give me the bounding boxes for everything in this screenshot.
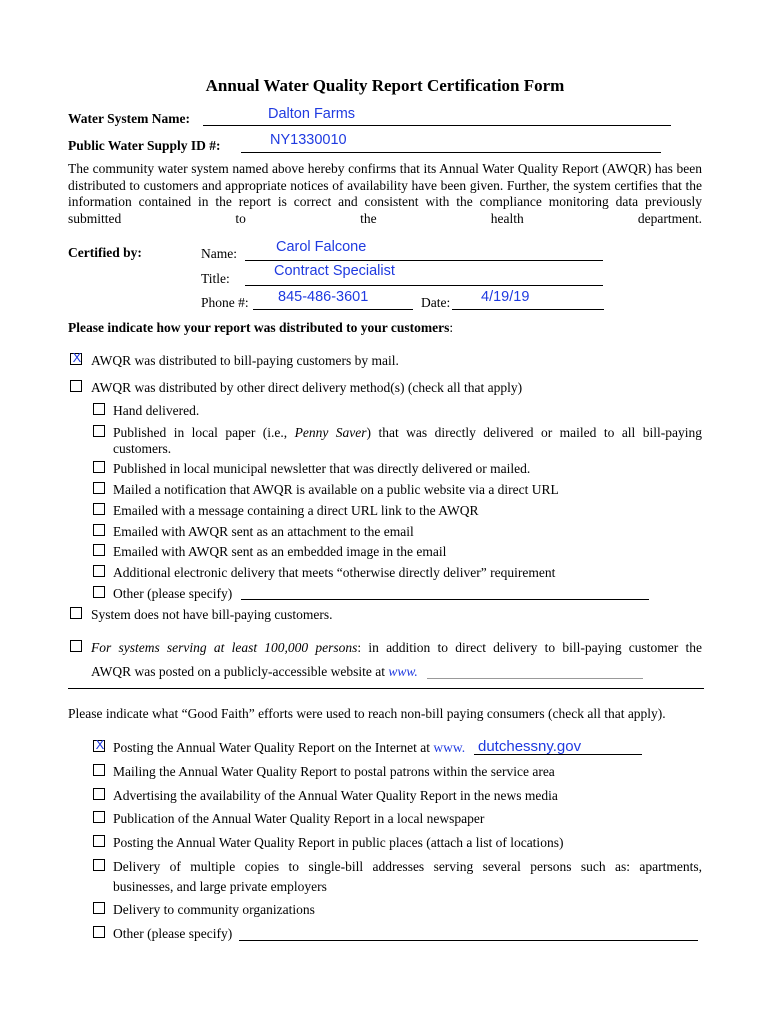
internet-checkbox[interactable] xyxy=(93,737,105,752)
phone-field[interactable]: 845-486-3601 xyxy=(278,289,369,305)
title-field[interactable]: Contract Specialist xyxy=(274,263,395,279)
newsletter-label: Published in local municipal newsletter that was directly delivered or mailed. xyxy=(113,461,531,476)
newspaper-label: Publication of the Annual Water Quality Report in a local newspaper xyxy=(113,811,485,826)
name-underline xyxy=(245,260,603,261)
pws-id-field[interactable]: NY1330010 xyxy=(270,132,347,148)
newspaper-checkbox[interactable] xyxy=(93,811,105,823)
mail-option-label: AWQR was distributed to bill-paying customers by mail. xyxy=(91,353,399,368)
water-system-field[interactable]: Dalton Farms xyxy=(268,106,356,122)
date-label: Date: xyxy=(421,295,451,310)
other-specify-field[interactable] xyxy=(241,599,649,600)
name-field[interactable]: Carol Falcone xyxy=(276,239,367,255)
electronic-delivery-checkbox[interactable] xyxy=(93,565,105,577)
good-faith-other-checkbox[interactable] xyxy=(93,926,105,938)
multiple-copies-label-cont: businesses, and large private employers xyxy=(113,879,327,894)
no-billpaying-label: System does not have bill-paying customers. xyxy=(91,607,333,622)
pws-id-underline xyxy=(241,152,661,153)
community-orgs-checkbox[interactable] xyxy=(93,902,105,914)
water-system-label: Water System Name: xyxy=(68,111,190,126)
mailing-label: Mailing the Annual Water Quality Report to postal patrons within the service area xyxy=(113,764,555,779)
public-places-checkbox[interactable] xyxy=(93,835,105,847)
large-system-checkbox[interactable] xyxy=(70,640,82,652)
multiple-copies-checkbox[interactable] xyxy=(93,859,105,871)
advertising-checkbox[interactable] xyxy=(93,788,105,800)
email-attachment-checkbox[interactable] xyxy=(93,524,105,536)
phone-label: Phone #: xyxy=(201,295,249,310)
internet-label: Posting the Annual Water Quality Report on the Internet at www. xyxy=(113,740,466,755)
email-link-label: Emailed with a message containing a direct URL link to the AWQR xyxy=(113,503,479,518)
hand-delivered-label: Hand delivered. xyxy=(113,403,200,418)
advertising-label: Advertising the availability of the Annual Water Quality Report in the news media xyxy=(113,788,558,803)
multiple-copies-label: Delivery of multiple copies to single-bill addresses serving several persons such as: apartments, xyxy=(113,859,702,874)
pws-id-label: Public Water Supply ID #: xyxy=(68,138,221,153)
other-delivery-label: AWQR was distributed by other direct delivery method(s) (check all that apply) xyxy=(91,380,523,395)
form-title: Annual Water Quality Report Certification Form xyxy=(205,76,565,95)
website-notice-checkbox[interactable] xyxy=(93,482,105,494)
certified-by-label: Certified by: xyxy=(68,245,142,260)
local-paper-checkbox[interactable] xyxy=(93,425,105,437)
large-system-label: For systems serving at least 100,000 persons: in addition to direct delivery to bill-paying customer the xyxy=(91,640,702,655)
local-paper-label-cont: customers. xyxy=(113,441,172,456)
name-label: Name: xyxy=(201,246,237,261)
good-faith-other-field[interactable] xyxy=(239,940,698,941)
electronic-delivery-label: Additional electronic delivery that meets “otherwise directly deliver” requirement xyxy=(113,565,556,580)
good-faith-other-label: Other (please specify) xyxy=(113,926,233,941)
good-faith-heading: Please indicate what “Good Faith” efforts were used to reach non-bill paying consumers (check all that apply). xyxy=(68,706,666,721)
email-attachment-label: Emailed with AWQR sent as an attachment to the email xyxy=(113,524,414,539)
section-divider xyxy=(68,688,704,689)
check-x-icon: X xyxy=(72,350,82,365)
website-notice-label: Mailed a notification that AWQR is available on a public website via a direct URL xyxy=(113,482,559,497)
mailing-checkbox[interactable] xyxy=(93,764,105,776)
phone-underline xyxy=(253,309,413,310)
community-orgs-label: Delivery to community organizations xyxy=(113,902,315,917)
email-image-label: Emailed with AWQR sent as an embedded image in the email xyxy=(113,544,447,559)
other-delivery-checkbox[interactable] xyxy=(70,380,82,392)
email-link-checkbox[interactable] xyxy=(93,503,105,515)
local-paper-label: Published in local paper (i.e., Penny Saver) that was directly delivered or mailed to all bill-paying xyxy=(113,425,703,440)
other-specify-label: Other (please specify) xyxy=(113,586,233,601)
other-specify-checkbox[interactable] xyxy=(93,586,105,598)
title-label: Title: xyxy=(201,271,230,286)
large-system-website-field[interactable] xyxy=(427,678,643,679)
internet-field[interactable]: dutchessny.gov xyxy=(478,738,582,755)
date-underline xyxy=(452,309,604,310)
check-x-icon: X xyxy=(95,737,105,752)
email-image-checkbox[interactable] xyxy=(93,544,105,556)
intro-paragraph: The community water system named above hereby confirms that its Annual Water Quality Report (AWQR) has been distributed to customers and appropriate notices of availability have been given. Further, the system certifies that the information contained in the report is correct and consistent with the compliance monitoring data previously submitted to the health department. xyxy=(68,161,702,226)
date-field[interactable]: 4/19/19 xyxy=(481,289,530,305)
distribution-heading: Please indicate how your report was distributed to your customers: xyxy=(68,320,454,335)
public-places-label: Posting the Annual Water Quality Report in public places (attach a list of locations) xyxy=(113,835,564,850)
large-system-label-cont: AWQR was posted on a publicly-accessible website at www. xyxy=(91,664,418,679)
title-underline xyxy=(245,285,603,286)
newsletter-checkbox[interactable] xyxy=(93,461,105,473)
hand-delivered-checkbox[interactable] xyxy=(93,403,105,415)
water-system-underline xyxy=(203,125,671,126)
no-billpaying-checkbox[interactable] xyxy=(70,607,82,619)
mail-checkbox[interactable] xyxy=(70,350,82,365)
